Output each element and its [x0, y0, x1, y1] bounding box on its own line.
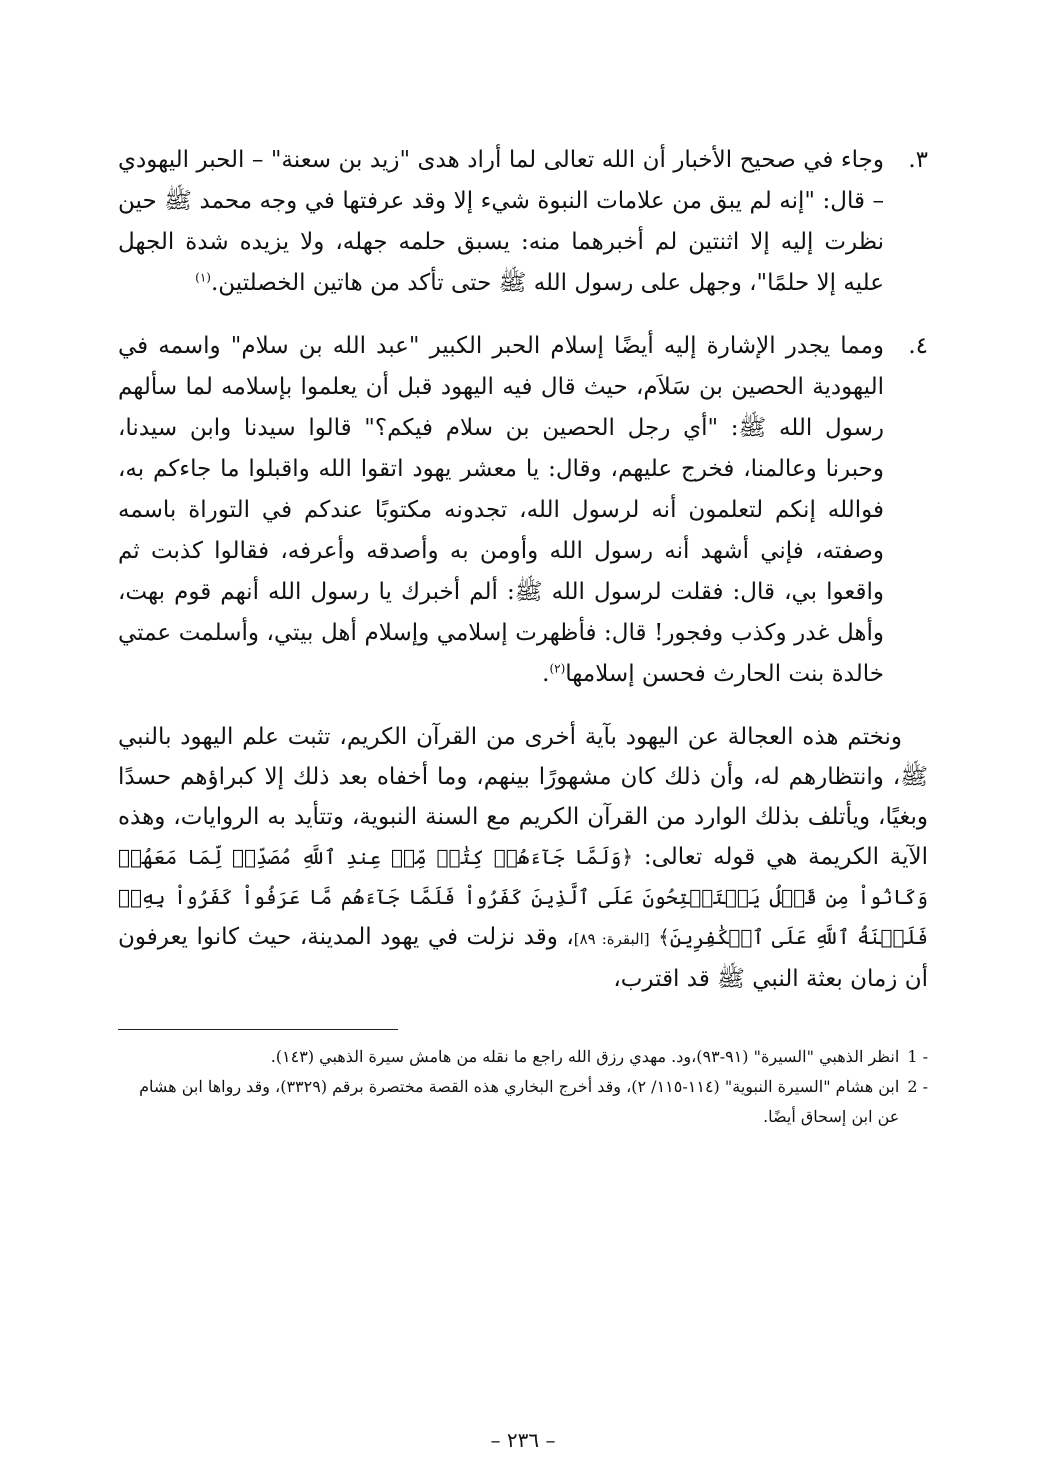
footnote-text: انظر الذهبي "السيرة" (٩١-٩٣)،ود. مهدي رزق الله راجع ما نقله من هامش سيرة الذهبي (١٤٣).: [270, 1047, 900, 1066]
item-text-tail: .: [542, 661, 550, 687]
footnote-separator: [118, 1029, 398, 1030]
item-text-body: ومما يجدر الإشارة إليه أيضًا إسلام الحبر الكبير "عبد الله بن سلام" واسمه في اليهودية الحصين بن سَلاَم، حيث قال فيه اليهود قبل أن يعلموا بإسلامه لما سألهم رسول الله ﷺ: "أي رجل الحصين بن سلام فيكم؟" قالوا سيدنا وابن سيدنا، وحبرنا وعالمنا، فخرج عليهم، وقال: يا معشر يهود اتقوا الله واقبلوا ما جاءكم به، فوالله إنكم لتعلمون أنه لرسول الله، تجدونه مكتوبًا عندكم في التوراة باسمه وصفته، فإني أشهد أنه رسول الله وأومن به وأصدقه وأعرفه، فقالوا كذبت ثم واقعوا بي، قال: فقلت لرسول الله ﷺ: ألم أخبرك يا رسول الله أنهم قوم بهت، وأهل غدر وكذب وفجور! قال: فأظهرت إسلامي وإسلام أهل بيتي، وأسلمت عمتي خالدة بنت الحارث فحسن إسلامها: [118, 333, 884, 687]
footnote-2: [118, 1072, 928, 1132]
footnote-mark-1[interactable]: (١): [195, 270, 211, 285]
item-number: ٤.: [908, 333, 928, 359]
item-text-body: وجاء في صحيح الأخبار أن الله تعالى لما أراد هدى "زيد بن سعنة" – الحبر اليهودي – قال: "إنه لم يبق من علامات النبوة شيء إلا وقد عرفتها في وجه محمد ﷺ حين نظرت إليه إلا اثنتين لم أخبرهما منه: يسبق حلمه جهله، ولا يزيده شدة الجهل عليه إلا حلمًا"، وجهل على رسول الله ﷺ حتى تأكد من هاتين الخصلتين.: [118, 147, 884, 296]
page-number: – ٢٣٦ –: [490, 1428, 556, 1452]
list-item-4: [118, 326, 928, 695]
footnotes: [118, 1042, 928, 1132]
footnote-mark-2[interactable]: (٢): [549, 661, 566, 676]
footnote-text: ابن هشام "السيرة النبوية" (١١٤-١١٥/ ٢)، وقد أخرج البخاري هذه القصة مختصرة برقم (٣٣٢٩)، وقد رواها ابن هشام عن ابن إسحاق أيضًا.: [139, 1077, 900, 1126]
quran-reference: [البقرة: ٨٩]: [573, 930, 650, 948]
footnote-number: 2 -: [907, 1077, 928, 1096]
closing-paragraph: [118, 717, 928, 999]
item-text: [118, 140, 884, 304]
footnote-number: 1 -: [907, 1047, 928, 1066]
footnote-1: [118, 1042, 928, 1072]
book-page: [118, 140, 929, 1452]
item-number: ٣.: [908, 147, 928, 173]
quran-verse: ﴿وَلَمَّا جَآءَهُمۡ كِتَٰبٞ مِّنۡ عِندِ ٱللَّهِ مُصَدِّقٞ لِّمَا مَعَهُمۡ وَكَانُواْ مِن قَبۡلُ يَسۡتَفۡتِحُونَ عَلَى ٱلَّذِينَ كَفَرُواْ فَلَمَّا جَآءَهُم مَّا عَرَفُواْ كَفَرُواْ بِهِۦۚ فَلَعۡنَةُ ٱللَّهِ عَلَى ٱلۡكَٰفِرِينَ﴾: [118, 845, 928, 949]
list-item-3: [118, 140, 928, 304]
item-text: [118, 326, 884, 695]
closing-text: ونختم هذه العجالة عن اليهود بآية أخرى من القرآن الكريم، تثبت علم اليهود بالنبي ﷺ، وانتظارهم له، وأن ذلك كان مشهورًا بينهم، وما أخفاه بعد ذلك إلا كبراؤهم حسدًا وبغيًا، ويأتلف بذلك الوارد من القرآن الكريم مع السنة النبوية، وتتأيد به الروايات، وهذه الآية الكريمة هي قوله تعالى:: [118, 724, 929, 870]
closing-text-end: ، وقد نزلت في يهود المدينة، حيث كانوا يعرفون أن زمان بعثة النبي ﷺ قد اقترب،: [118, 924, 928, 992]
